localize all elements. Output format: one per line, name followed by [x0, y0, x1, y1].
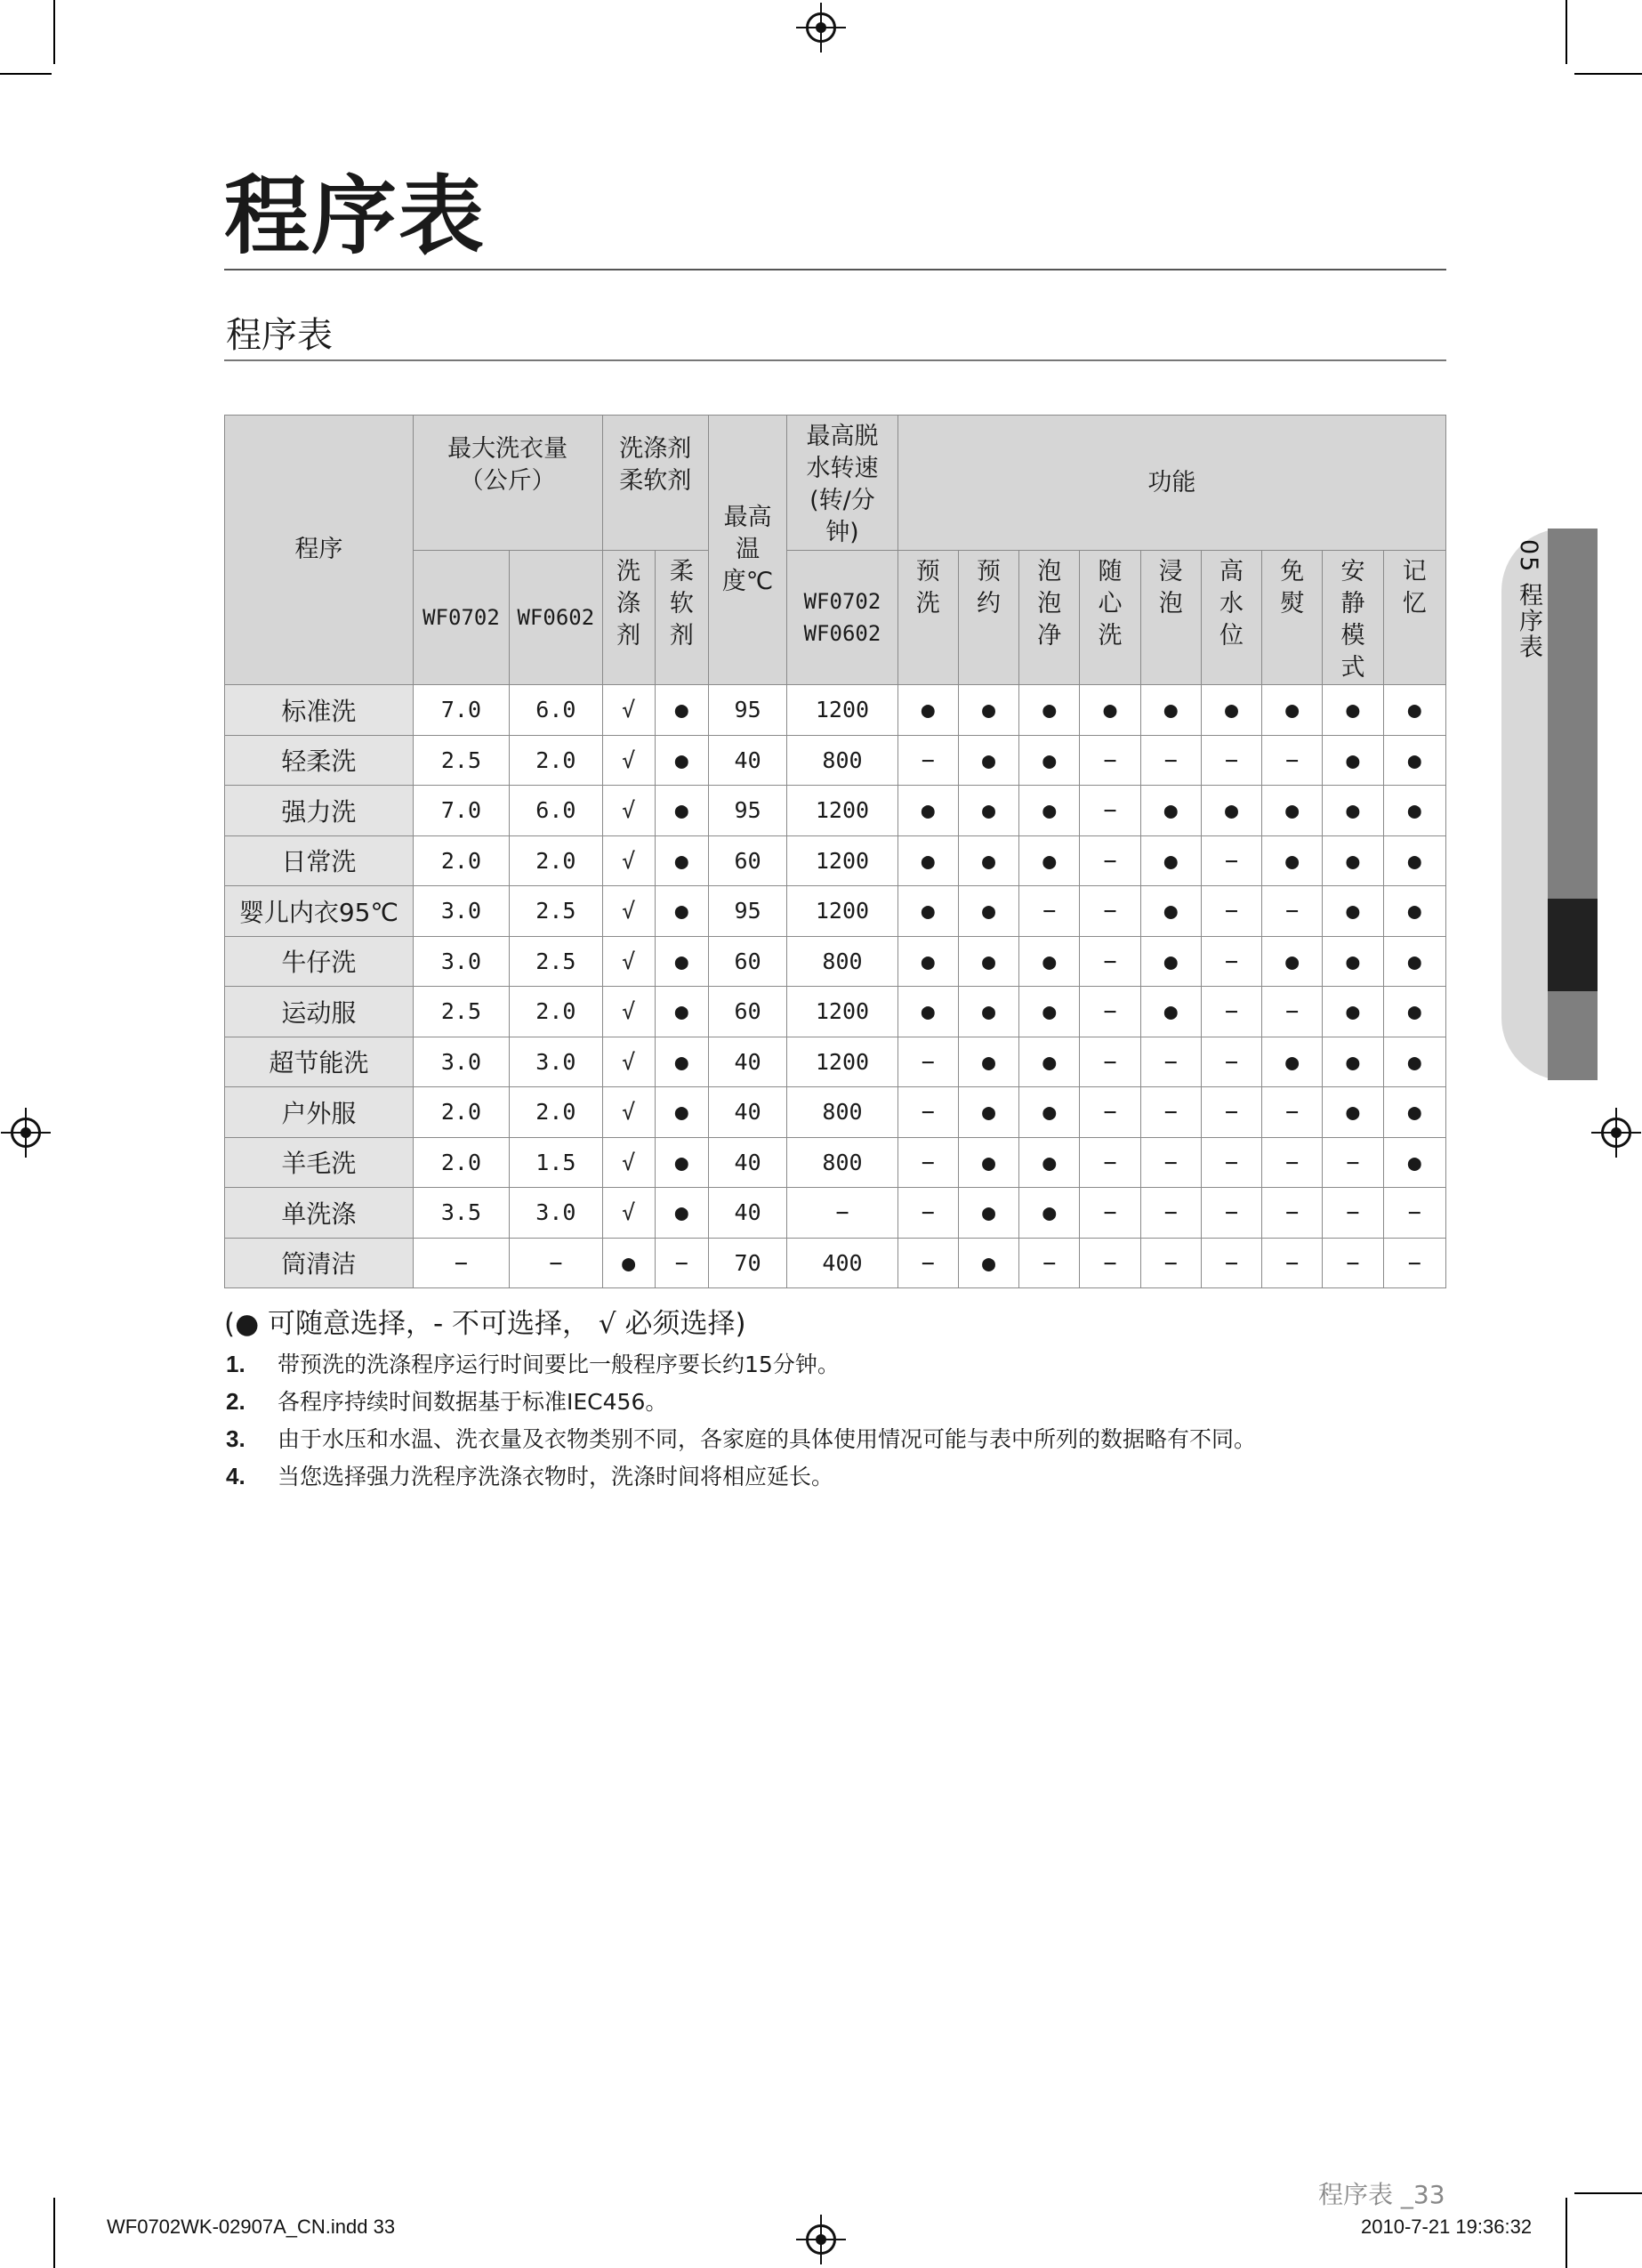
func-bubble-cell: ● — [1019, 1037, 1080, 1087]
func-addwash-cell: − — [1080, 835, 1140, 886]
note-text: 当您选择强力洗程序洗涤衣物时，洗涤时间将相应延长。 — [278, 1464, 834, 1489]
func-delay-cell: ● — [958, 886, 1018, 937]
spin-cell: 800 — [787, 936, 897, 987]
func-noiron-cell: ● — [1262, 936, 1323, 987]
detergent-cell: √ — [602, 786, 655, 836]
load-wf0702: 2.0 — [413, 1137, 509, 1188]
softener-cell: ● — [655, 685, 708, 736]
temp-cell: 95 — [708, 685, 786, 736]
header-func-noiron: 免熨 — [1262, 551, 1323, 685]
load-wf0602: 1.5 — [510, 1137, 602, 1188]
func-bubble-cell: − — [1019, 886, 1080, 937]
chapter-tab-label: 05 程序表 — [1515, 539, 1542, 660]
func-memory-cell: ● — [1383, 1137, 1445, 1188]
header-func-prewash: 预洗 — [897, 551, 958, 685]
func-addwash-cell: ● — [1080, 685, 1140, 736]
spin-cell: 1200 — [787, 987, 897, 1037]
load-wf0602: 2.0 — [510, 1087, 602, 1138]
func-noiron-cell: − — [1262, 886, 1323, 937]
func-memory-cell: − — [1383, 1238, 1445, 1288]
header-func-addwash: 随心洗 — [1080, 551, 1140, 685]
load-wf0702: 2.5 — [413, 987, 509, 1037]
detergent-cell: √ — [602, 1037, 655, 1087]
softener-cell: ● — [655, 1087, 708, 1138]
detergent-cell: √ — [602, 835, 655, 886]
func-addwash-cell: − — [1080, 936, 1140, 987]
func-prewash-cell: ● — [897, 886, 958, 937]
func-addwash-cell: − — [1080, 987, 1140, 1037]
func-noiron-cell: − — [1262, 1238, 1323, 1288]
func-quiet-cell: ● — [1323, 1037, 1383, 1087]
func-memory-cell: ● — [1383, 786, 1445, 836]
registration-mark-icon — [1601, 1118, 1631, 1148]
crop-mark — [53, 0, 55, 64]
func-memory-cell: ● — [1383, 735, 1445, 786]
program-table-body — [225, 685, 1446, 1288]
note-number: 1. — [226, 1351, 245, 1377]
func-addwash-cell: − — [1080, 1238, 1140, 1288]
func-addwash-cell: − — [1080, 1037, 1140, 1087]
func-delay-cell: ● — [958, 1238, 1018, 1288]
load-wf0702: 3.0 — [413, 1037, 509, 1087]
func-soak-cell: ● — [1140, 987, 1201, 1037]
header-max-spin: 最高脱水转速(转/分钟) — [787, 416, 897, 551]
func-highwater-cell: − — [1201, 987, 1261, 1037]
temp-cell: 95 — [708, 786, 786, 836]
header-detergent: 洗涤剂 — [602, 551, 655, 685]
header-max-load: 最大洗衣量（公斤） — [413, 416, 602, 551]
spin-cell: 800 — [787, 1087, 897, 1138]
func-soak-cell: ● — [1140, 835, 1201, 886]
temp-cell: 60 — [708, 835, 786, 886]
program-name: 户外服 — [225, 1087, 414, 1138]
func-quiet-cell: ● — [1323, 735, 1383, 786]
program-name: 婴儿内衣95℃ — [225, 886, 414, 937]
func-highwater-cell: − — [1201, 1137, 1261, 1188]
load-wf0602: 3.0 — [510, 1188, 602, 1239]
softener-cell: ● — [655, 1137, 708, 1188]
detergent-cell: √ — [602, 1188, 655, 1239]
program-name: 运动服 — [225, 987, 414, 1037]
load-wf0702: 2.0 — [413, 1087, 509, 1138]
detergent-cell: √ — [602, 735, 655, 786]
program-name: 强力洗 — [225, 786, 414, 836]
func-bubble-cell: ● — [1019, 786, 1080, 836]
func-noiron-cell: − — [1262, 987, 1323, 1037]
func-soak-cell: − — [1140, 1087, 1201, 1138]
func-memory-cell: ● — [1383, 685, 1445, 736]
func-quiet-cell: − — [1323, 1238, 1383, 1288]
load-wf0602: 2.0 — [510, 987, 602, 1037]
header-program: 程序 — [225, 416, 414, 685]
func-quiet-cell: − — [1323, 1188, 1383, 1239]
func-prewash-cell: − — [897, 1087, 958, 1138]
func-addwash-cell: − — [1080, 1087, 1140, 1138]
spin-cell: 800 — [787, 735, 897, 786]
table-row — [225, 1037, 1446, 1087]
program-name: 牛仔洗 — [225, 936, 414, 987]
func-prewash-cell: − — [897, 1188, 958, 1239]
program-name: 标准洗 — [225, 685, 414, 736]
table-row — [225, 987, 1446, 1037]
detergent-cell: √ — [602, 685, 655, 736]
func-quiet-cell: ● — [1323, 685, 1383, 736]
func-bubble-cell: ● — [1019, 1188, 1080, 1239]
func-soak-cell: ● — [1140, 936, 1201, 987]
func-delay-cell: ● — [958, 987, 1018, 1037]
func-quiet-cell: ● — [1323, 987, 1383, 1037]
func-prewash-cell: ● — [897, 987, 958, 1037]
func-prewash-cell: − — [897, 1238, 958, 1288]
func-prewash-cell: ● — [897, 685, 958, 736]
note-text: 带预洗的洗涤程序运行时间要比一般程序要长约15分钟。 — [278, 1352, 840, 1377]
func-delay-cell: ● — [958, 1188, 1018, 1239]
func-noiron-cell: − — [1262, 735, 1323, 786]
func-soak-cell: − — [1140, 735, 1201, 786]
temp-cell: 60 — [708, 936, 786, 987]
registration-mark-icon — [806, 12, 836, 43]
softener-cell: ● — [655, 735, 708, 786]
table-row — [225, 1238, 1446, 1288]
temp-cell: 40 — [708, 1037, 786, 1087]
note-item — [226, 1421, 1256, 1457]
temp-cell: 40 — [708, 1087, 786, 1138]
header-func-soak: 浸泡 — [1140, 551, 1201, 685]
crop-mark — [0, 73, 52, 75]
func-memory-cell: ● — [1383, 936, 1445, 987]
crop-mark — [1566, 0, 1567, 64]
func-noiron-cell: ● — [1262, 835, 1323, 886]
load-wf0702: − — [413, 1238, 509, 1288]
func-quiet-cell: ● — [1323, 1087, 1383, 1138]
func-bubble-cell: − — [1019, 1238, 1080, 1288]
softener-cell: ● — [655, 835, 708, 886]
detergent-cell: √ — [602, 987, 655, 1037]
table-legend: (● 可随意选择，- 不可选择， √ 必须选择) — [224, 1308, 746, 1340]
load-wf0602: 3.0 — [510, 1037, 602, 1087]
func-noiron-cell: − — [1262, 1087, 1323, 1138]
func-delay-cell: ● — [958, 786, 1018, 836]
softener-cell: ● — [655, 936, 708, 987]
header-spin-models: WF0702 WF0602 — [787, 551, 897, 685]
softener-cell: ● — [655, 786, 708, 836]
detergent-cell: ● — [602, 1238, 655, 1288]
func-noiron-cell: ● — [1262, 786, 1323, 836]
page-number: 程序表 _33 — [1318, 2180, 1445, 2209]
table-row — [225, 735, 1446, 786]
temp-cell: 40 — [708, 1137, 786, 1188]
header-detergent-group: 洗涤剂柔软剂 — [602, 416, 708, 551]
func-memory-cell: ● — [1383, 1087, 1445, 1138]
spin-cell: 400 — [787, 1238, 897, 1288]
func-prewash-cell: ● — [897, 786, 958, 836]
header-func-bubble: 泡泡净 — [1019, 551, 1080, 685]
title-divider — [224, 269, 1446, 270]
note-item — [226, 1458, 833, 1495]
spin-cell: 1200 — [787, 1037, 897, 1087]
func-soak-cell: − — [1140, 1188, 1201, 1239]
load-wf0702: 7.0 — [413, 786, 509, 836]
func-addwash-cell: − — [1080, 735, 1140, 786]
func-delay-cell: ● — [958, 735, 1018, 786]
registration-mark-icon — [806, 2224, 836, 2255]
func-highwater-cell: − — [1201, 936, 1261, 987]
func-highwater-cell: − — [1201, 886, 1261, 937]
func-highwater-cell: − — [1201, 1087, 1261, 1138]
func-quiet-cell: ● — [1323, 786, 1383, 836]
func-quiet-cell: ● — [1323, 835, 1383, 886]
header-softener: 柔软剂 — [655, 551, 708, 685]
load-wf0602: 6.0 — [510, 685, 602, 736]
table-row — [225, 786, 1446, 836]
load-wf0702: 2.5 — [413, 735, 509, 786]
load-wf0702: 3.0 — [413, 936, 509, 987]
print-file-slug: WF0702WK-02907A_CN.indd 33 — [107, 2216, 396, 2238]
load-wf0702: 3.0 — [413, 886, 509, 937]
func-quiet-cell: − — [1323, 1137, 1383, 1188]
detergent-cell: √ — [602, 936, 655, 987]
func-prewash-cell: ● — [897, 936, 958, 987]
detergent-cell: √ — [602, 1087, 655, 1138]
func-highwater-cell: − — [1201, 1238, 1261, 1288]
chapter-tab-active-marker — [1548, 899, 1598, 991]
program-name: 单洗涤 — [225, 1188, 414, 1239]
spin-cell: 1200 — [787, 786, 897, 836]
func-memory-cell: ● — [1383, 987, 1445, 1037]
load-wf0602: 2.5 — [510, 936, 602, 987]
note-item — [226, 1384, 667, 1420]
header-model-wf0702: WF0702 — [413, 551, 509, 685]
crop-mark — [53, 2198, 55, 2268]
softener-cell: ● — [655, 987, 708, 1037]
note-number: 2. — [226, 1388, 245, 1415]
program-name: 超节能洗 — [225, 1037, 414, 1087]
func-noiron-cell: ● — [1262, 685, 1323, 736]
program-name: 羊毛洗 — [225, 1137, 414, 1188]
spin-cell: 1200 — [787, 835, 897, 886]
crop-mark — [1574, 2192, 1642, 2194]
load-wf0602: 2.5 — [510, 886, 602, 937]
temp-cell: 60 — [708, 987, 786, 1037]
page-title: 程序表 — [224, 166, 486, 266]
func-memory-cell: ● — [1383, 1037, 1445, 1087]
func-bubble-cell: ● — [1019, 936, 1080, 987]
table-row — [225, 936, 1446, 987]
func-highwater-cell: − — [1201, 735, 1261, 786]
print-timestamp: 2010-7-21 19:36:32 — [1361, 2216, 1533, 2238]
func-highwater-cell: − — [1201, 1037, 1261, 1087]
func-memory-cell: − — [1383, 1188, 1445, 1239]
header-func-delay: 预约 — [958, 551, 1018, 685]
spin-cell: 1200 — [787, 886, 897, 937]
func-delay-cell: ● — [958, 936, 1018, 987]
func-noiron-cell: ● — [1262, 1037, 1323, 1087]
func-soak-cell: − — [1140, 1238, 1201, 1288]
func-prewash-cell: − — [897, 1037, 958, 1087]
func-soak-cell: ● — [1140, 886, 1201, 937]
func-soak-cell: − — [1140, 1137, 1201, 1188]
table-row — [225, 1188, 1446, 1239]
func-highwater-cell: − — [1201, 1188, 1261, 1239]
header-model-wf0602: WF0602 — [510, 551, 602, 685]
table-row — [225, 886, 1446, 937]
header-func-quiet: 安静模式 — [1323, 551, 1383, 685]
func-memory-cell: ● — [1383, 886, 1445, 937]
func-delay-cell: ● — [958, 1087, 1018, 1138]
func-delay-cell: ● — [958, 835, 1018, 886]
crop-mark — [1566, 2198, 1567, 2268]
note-text: 各程序持续时间数据基于标准IEC456。 — [278, 1389, 668, 1415]
func-prewash-cell: − — [897, 1137, 958, 1188]
header-max-temp: 最高温度℃ — [708, 416, 786, 685]
load-wf0602: 2.0 — [510, 835, 602, 886]
note-text: 由于水压和水温、洗衣量及衣物类别不同，各家庭的具体使用情况可能与表中所列的数据略有不同。 — [278, 1426, 1257, 1452]
load-wf0602: − — [510, 1238, 602, 1288]
func-prewash-cell: − — [897, 735, 958, 786]
func-delay-cell: ● — [958, 685, 1018, 736]
func-soak-cell: ● — [1140, 786, 1201, 836]
load-wf0702: 2.0 — [413, 835, 509, 886]
load-wf0702: 3.5 — [413, 1188, 509, 1239]
load-wf0602: 2.0 — [510, 735, 602, 786]
program-name: 日常洗 — [225, 835, 414, 886]
load-wf0602: 6.0 — [510, 786, 602, 836]
func-noiron-cell: − — [1262, 1137, 1323, 1188]
func-highwater-cell: ● — [1201, 685, 1261, 736]
func-bubble-cell: ● — [1019, 685, 1080, 736]
func-bubble-cell: ● — [1019, 1087, 1080, 1138]
table-row — [225, 685, 1446, 736]
func-bubble-cell: ● — [1019, 835, 1080, 886]
temp-cell: 95 — [708, 886, 786, 937]
func-delay-cell: ● — [958, 1137, 1018, 1188]
func-soak-cell: ● — [1140, 685, 1201, 736]
section-divider — [224, 359, 1446, 361]
func-highwater-cell: ● — [1201, 786, 1261, 836]
func-prewash-cell: ● — [897, 835, 958, 886]
detergent-cell: √ — [602, 1137, 655, 1188]
func-memory-cell: ● — [1383, 835, 1445, 886]
program-table — [224, 415, 1446, 1288]
func-addwash-cell: − — [1080, 886, 1140, 937]
table-row — [225, 835, 1446, 886]
func-quiet-cell: ● — [1323, 936, 1383, 987]
section-title: 程序表 — [226, 315, 333, 356]
table-row — [225, 1137, 1446, 1188]
func-quiet-cell: ● — [1323, 886, 1383, 937]
func-addwash-cell: − — [1080, 1188, 1140, 1239]
softener-cell: ● — [655, 886, 708, 937]
spin-cell: 1200 — [787, 685, 897, 736]
program-name: 筒清洁 — [225, 1238, 414, 1288]
func-bubble-cell: ● — [1019, 735, 1080, 786]
func-soak-cell: − — [1140, 1037, 1201, 1087]
table-row — [225, 1087, 1446, 1138]
spin-cell: 800 — [787, 1137, 897, 1188]
registration-mark-icon — [11, 1118, 41, 1148]
note-number: 4. — [226, 1463, 245, 1489]
func-addwash-cell: − — [1080, 786, 1140, 836]
program-name: 轻柔洗 — [225, 735, 414, 786]
temp-cell: 40 — [708, 735, 786, 786]
crop-mark — [1574, 73, 1642, 75]
load-wf0702: 7.0 — [413, 685, 509, 736]
softener-cell: − — [655, 1238, 708, 1288]
header-func-memory: 记忆 — [1383, 551, 1445, 685]
header-functions: 功能 — [897, 416, 1445, 551]
temp-cell: 70 — [708, 1238, 786, 1288]
header-func-highwater: 高水位 — [1201, 551, 1261, 685]
detergent-cell: √ — [602, 886, 655, 937]
note-item — [226, 1346, 840, 1383]
func-bubble-cell: ● — [1019, 1137, 1080, 1188]
chapter-tab-strip — [1548, 529, 1598, 1080]
func-noiron-cell: − — [1262, 1188, 1323, 1239]
softener-cell: ● — [655, 1037, 708, 1087]
func-addwash-cell: − — [1080, 1137, 1140, 1188]
note-number: 3. — [226, 1425, 245, 1452]
spin-cell: − — [787, 1188, 897, 1239]
func-bubble-cell: ● — [1019, 987, 1080, 1037]
temp-cell: 40 — [708, 1188, 786, 1239]
func-highwater-cell: − — [1201, 835, 1261, 886]
func-delay-cell: ● — [958, 1037, 1018, 1087]
softener-cell: ● — [655, 1188, 708, 1239]
